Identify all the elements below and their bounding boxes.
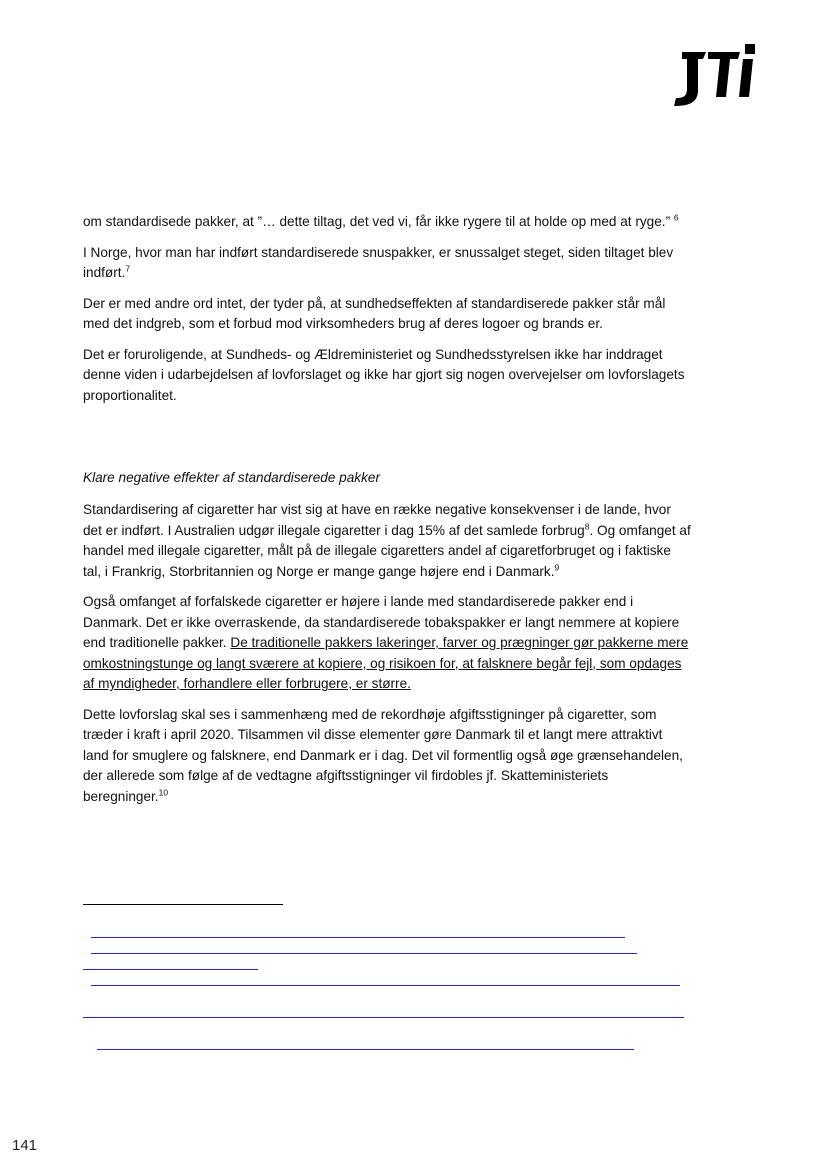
logo-letter-j	[674, 52, 706, 106]
logo-i-dot	[745, 44, 755, 54]
intro-paragraph-4: Det er foruroligende, at Sundheds- og Ældreministeriet og Sundhedsstyrelsen ikke har inddraget denne viden i udarbejdelsen af lovforslaget og ikke har gjort sig nogen overvejelser om lovforslagets proportionalitet.	[83, 346, 685, 403]
intro-paragraph-1: om standardisede pakker, at ”… dette tiltag, det ved vi, får ikke rygere til at holde op med at ryge.” $^6$	[83, 212, 679, 229]
logo-letter-i	[739, 59, 753, 97]
footnote-separator	[83, 904, 283, 905]
effects-paragraph-3: Dette lovforslag skal ses i sammenhæng med de rekordhøje afgiftsstigninger på cigaretter, som træder i kraft i april 2020. Tilsammen vil disse elementer gøre Danmark til et langt mere attraktivt land for smuglere og falsknere, end Danmark er i dag. Det vil formentlig også øge grænsehandelen, der allerede som følge af de vedtagne afgiftsstigninger vil firdobles jf. Skatteministeriets beregninger.$^{10}$	[83, 706, 683, 804]
page-number: 141	[12, 1137, 38, 1154]
footnote-link-7-continued[interactable]	[83, 969, 258, 970]
footnote-ref-6[interactable]: 6	[673, 212, 679, 223]
intro-section	[83, 212, 691, 416]
effects-paragraph-2: Også omfanget af forfalskede cigaretter er højere i lande med standardiserede pakker end i Danmark. Det er ikke overraskende, da standardiserede tobakspakker er langt nemmere at kopiere end traditionelle pakker. De traditionelle pakkers lakeringer, farver og prægninger gør pakkerne mere omkostningstunge og langt sværere at kopiere, og risikoen for, at falsknere begår fejl, som opdages af myndigheder, forhandlere eller forbrugere, er større.	[83, 594, 689, 691]
footnote-link-6[interactable]	[91, 937, 625, 938]
footnote-ref-7[interactable]: 7	[125, 263, 131, 274]
underlined-passage: De traditionelle pakkers lakeringer, farver og prægninger gør pakkerne mere omkostningstunge og langt sværere at kopiere, og risikoen for, at falsknere begår fejl, som opdages af myndigheder, forhandlere eller forbrugere, er større.	[83, 635, 689, 691]
effects-section	[83, 500, 691, 817]
footnote-ref-8[interactable]: 8	[584, 520, 590, 531]
logo-letter-t	[708, 52, 740, 97]
footnote-ref-10[interactable]: 10	[158, 786, 169, 797]
intro-paragraph-3: Der er med andre ord intet, der tyder på, at sundhedseffekten af standardiserede pakker står mål med det indgreb, som et forbud mod virksomheders brug af deres logoer og brands er.	[83, 295, 666, 331]
section-heading: Klare negative effekter af standardiserede pakker	[83, 470, 380, 485]
footnote-link-7[interactable]	[91, 953, 637, 954]
effects-paragraph-1: Standardisering af cigaretter har vist sig at have en række negative konsekvenser i de lande, hvor det er indført. I Australien udgør illegale cigaretter i dag 15% af det samlede forbrug$^8$. Og omfanget af handel med illegale cigaretter, målt på de illegale cigaretters andel af cigaretforbruget og i faktiske tal, i Frankrig, Storbritannien og Norge er mange gange højere end i Danmark.$^9$	[83, 502, 691, 579]
footnote-link-9[interactable]	[83, 1017, 684, 1018]
footnote-link-10[interactable]	[97, 1049, 634, 1050]
intro-paragraph-2: I Norge, hvor man har indført standardiserede snuspakker, er snussalget steget, siden tiltaget blev indført.$^7$	[83, 244, 674, 280]
jti-logo	[668, 42, 760, 108]
footnote-ref-9[interactable]: 9	[554, 561, 560, 572]
footnote-link-8[interactable]	[91, 985, 680, 986]
